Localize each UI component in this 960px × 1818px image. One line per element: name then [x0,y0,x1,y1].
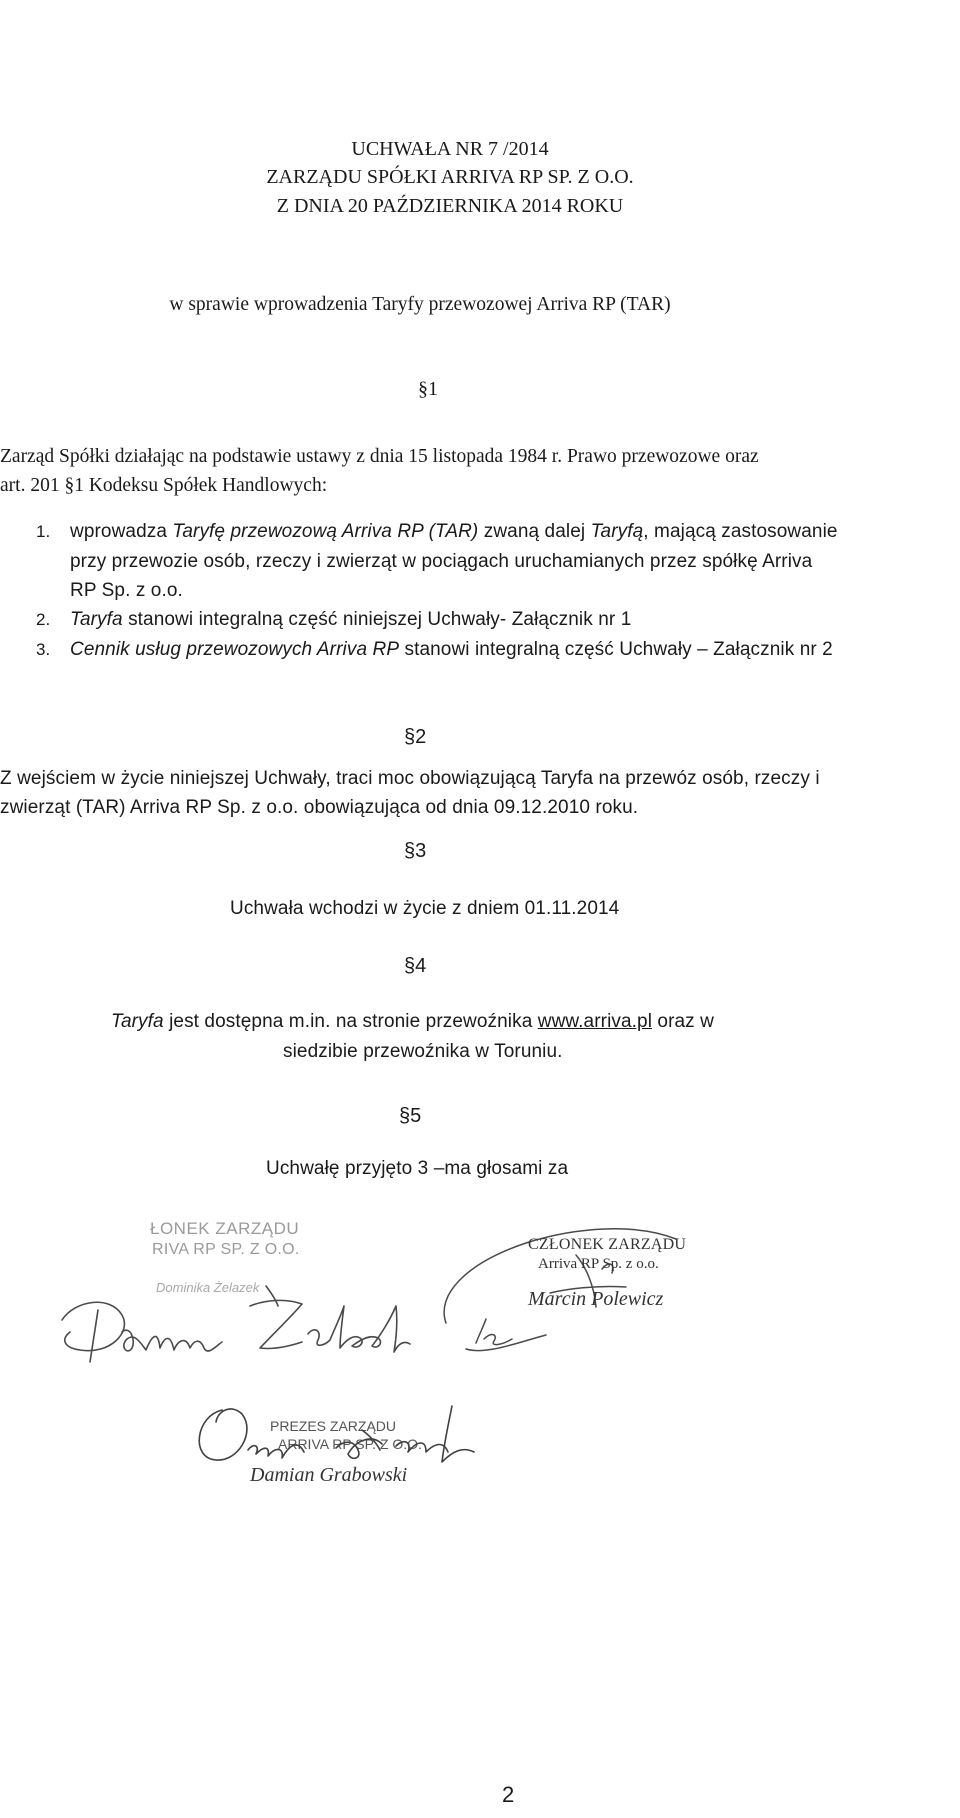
board-name: ZARZĄDU SPÓŁKI ARRIVA RP SP. Z O.O. [266,166,634,188]
page-number: 2 [502,1782,515,1807]
president-stamp-title: PREZES ZARZĄDU [270,1418,397,1434]
president-stamp-company: ARRIVA RP SP. Z O.O. [278,1436,422,1452]
resolution-date: Z DNIA 20 PAŹDZIERNIKA 2014 ROKU [276,195,624,217]
board-member-stamp-name: Dominika Żelazek [156,1280,260,1295]
section-2-text-cont: zwierząt (TAR) Arriva RP Sp. z o.o. obowiązująca od dnia 09.12.2010 roku. [0,797,639,818]
board-member-stamp-name-2: Marcin Polewicz [528,1288,664,1310]
arriva-website-link[interactable]: www.arriva.pl [537,1011,653,1032]
board-member-stamp-company-2: Arriva RP Sp. z o.o. [538,1256,659,1272]
section-5-text: Uchwałę przyjęto 3 –ma głosami za [266,1158,569,1179]
list-number: 2. [36,610,51,629]
signature-zelazek [40,1270,460,1380]
president-stamp-name: Damian Grabowski [250,1464,408,1486]
section-5-heading: §5 [399,1105,422,1127]
board-member-stamp-title: ŁONEK ZARZĄDU [150,1219,300,1238]
board-member-stamp-company: RIVA RP SP. Z O.O. [152,1241,300,1258]
section-4-heading: §4 [404,955,427,977]
resolution-number: UCHWAŁA NR 7 /2014 [351,138,549,160]
section-1-intro-cont: art. 201 §1 Kodeksu Spółek Handlowych: [0,475,328,496]
board-member-stamp-title-2: CZŁONEK ZARZĄDU [528,1236,687,1253]
section-3-text: Uchwała wchodzi w życie z dniem 01.11.2014 [230,898,620,919]
list-item-2: Taryfa stanowi integralną część niniejszej Uchwały- Załącznik nr 1 [70,609,632,630]
list-item-1-line3: RP Sp. z o.o. [70,580,183,601]
section-3-heading: §3 [404,840,427,862]
section-1-heading: §1 [418,378,438,400]
list-item-1: wprowadza Taryfę przewozową Arriva RP (TAR) zwaną dalej Taryfą, mającą zastosowanie [70,521,838,542]
section-1-intro: Zarząd Spółki działając na podstawie ustawy z dnia 15 listopada 1984 r. Prawo przewozowe oraz [0,446,759,467]
resolution-subject: w sprawie wprowadzenia Taryfy przewozowej Arriva RP (TAR) [169,294,671,315]
section-4-text-cont: siedzibie przewoźnika w Toruniu. [283,1041,563,1062]
section-2-heading: §2 [404,726,427,748]
list-item-1-line2: przy przewozie osób, rzeczy i zwierząt w pociągach uruchamianych przez spółkę Arriva [70,551,813,572]
section-2-text: Z wejściem w życie niniejszej Uchwały, traci moc obowiązującą Taryfa na przewóz osób, rzeczy i [0,768,820,789]
section-4-text: Taryfa jest dostępna m.in. na stronie przewoźnika www.arriva.pl oraz w [111,1011,714,1032]
list-number: 1. [36,522,51,541]
list-item-3: Cennik usług przewozowych Arriva RP stanowi integralną część Uchwały – Załącznik nr 2 [70,639,833,660]
list-number: 3. [36,640,51,659]
